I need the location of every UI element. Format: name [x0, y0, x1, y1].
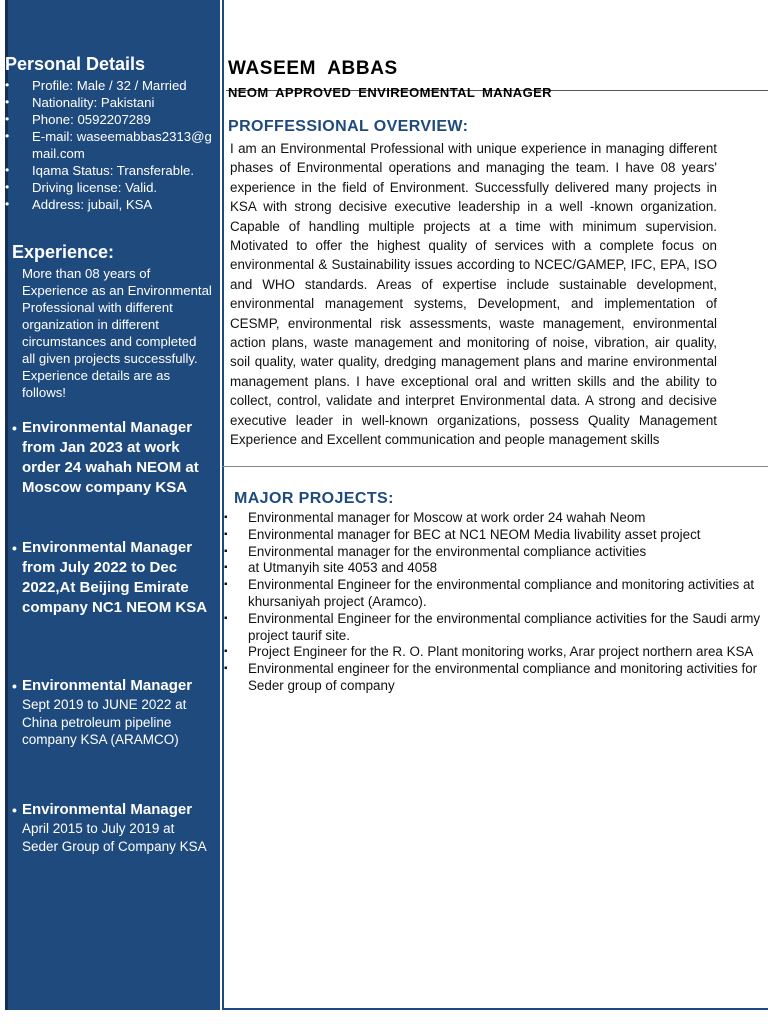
personal-details-list	[5, 77, 217, 213]
role-3	[8, 676, 213, 749]
project-item: ▪ Environmental manager for the environmental compliance activities	[222, 544, 768, 561]
experience-intro: More than 08 years of Experience as an Environmental Professional with different organization in different circumstances and completed all given projects successfully. Experience details are as follows!	[22, 266, 212, 400]
role-4	[8, 800, 213, 855]
personal-detail-item: • Phone: 0592207289	[5, 111, 217, 128]
personal-detail-item: • E-mail: waseemabbas2313@gmail.com	[5, 128, 217, 162]
personal-detail-item: • Profile: Male / 32 / Married	[5, 77, 217, 94]
sidebar	[5, 0, 220, 1010]
project-item: ▪ Project Engineer for the R. O. Plant monitoring works, Arar project northern area KSA	[222, 644, 768, 661]
bullet-icon: •	[12, 540, 17, 556]
projects-list	[222, 510, 768, 695]
personal-details-heading: Personal Details	[5, 54, 146, 74]
overview-text: I am an Environmental Professional with unique experience in managing different phases of Environmental operations and managing the team. I have 08 years' experience in the field of Environment. Successfully delivered many projects in KSA with strong decisive executive leadership in a well -known organization. Capable of handling multiple projects at a time with minimum supervision. Motivated to offer the highest quality of services with a complete focus on environmental & Sustainability issues according to NCEC/GAMEP, IFC, EPA, ISO and WHO standards. Areas of expertise include sustainable development, environmental management systems, Development, and implementation of CESMP, environmental risk assessments, waste management, environmental action plans, waste management and monitoring of noise, vibration, air quality, soil quality, water quality, dredging management plans and marine environmental management plans. I have exceptional oral and written skills and the ability to collect, control, validate and interpret Environmental data. A strong and decisive executive leader in well-known organizations, possess Quality Management Experience and Excellent communication and people management skills	[230, 141, 717, 448]
bullet-icon: •	[12, 678, 17, 694]
bullet-icon: •	[12, 420, 17, 436]
project-item: ▪ Environmental Engineer for the environmental compliance and monitoring activities at khursaniyah project (Aramco).	[222, 577, 768, 611]
role-title: Environmental Manager	[22, 677, 193, 694]
project-item: ▪ Environmental Engineer for the environmental compliance activities for the Saudi army project taurif site.	[222, 611, 768, 645]
role-title: Environmental Manager	[22, 801, 193, 818]
candidate-subtitle: NEOM APPROVED ENVIREOMENTAL MANAGER	[228, 85, 552, 100]
project-item: ▪ Environmental manager for Moscow at work order 24 wahah Neom	[222, 510, 768, 527]
bullet-icon: •	[12, 802, 17, 818]
personal-detail-item: • Iqama Status: Transferable.	[5, 162, 217, 179]
role-detail: Sept 2019 to JUNE 2022 at China petroleum pipeline company KSA (ARAMCO)	[22, 697, 187, 747]
role-detail: April 2015 to July 2019 at Seder Group of Company KSA	[22, 821, 207, 854]
bottom-border	[222, 1008, 768, 1010]
personal-detail-item: • Driving license: Valid.	[5, 179, 217, 196]
role-title: Environmental Manager from July 2022 to Dec 2022,At Beijing Emirate company NC1 NEOM KSA	[22, 539, 208, 616]
main-content	[222, 0, 768, 1024]
personal-detail-item: • Nationality: Pakistani	[5, 94, 217, 111]
projects-heading: MAJOR PROJECTS:	[234, 490, 394, 507]
candidate-name: WASEEM ABBAS	[228, 58, 398, 79]
project-item: ▪ at Utmanyih site 4053 and 4058	[222, 560, 768, 577]
role-title: Environmental Manager from Jan 2023 at work order 24 wahah NEOM at Moscow company KSA	[22, 419, 199, 496]
project-item: ▪ Environmental engineer for the environmental compliance and monitoring activities for Seder group of company	[222, 661, 768, 695]
role-1	[8, 418, 213, 498]
personal-detail-item: • Address: jubail, KSA	[5, 196, 217, 213]
role-2	[8, 538, 213, 618]
project-item: ▪ Environmental manager for BEC at NC1 NEOM Media livability asset project	[222, 527, 768, 544]
divider	[222, 466, 768, 467]
experience-heading: Experience:	[12, 242, 115, 262]
left-border	[222, 0, 224, 1010]
overview-heading: PROFFESSIONAL OVERVIEW:	[228, 118, 469, 135]
